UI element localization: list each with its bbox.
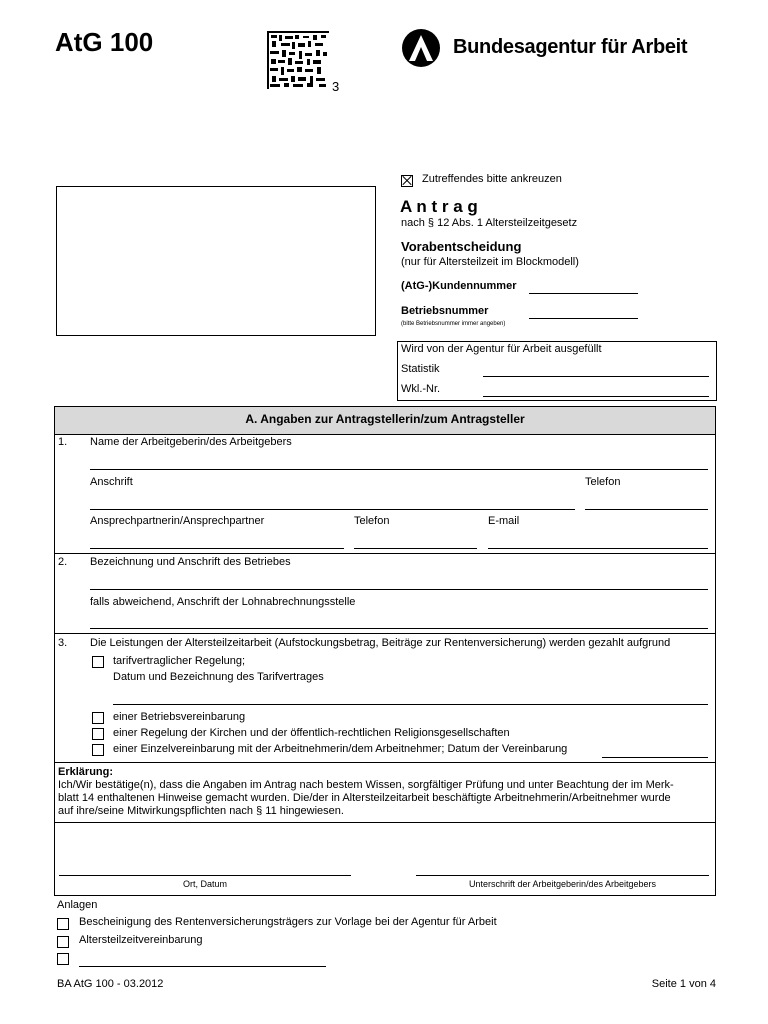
form-id: AtG 100 (55, 27, 154, 57)
attachment-other-checkbox[interactable] (57, 953, 69, 965)
contact-field[interactable] (90, 548, 344, 549)
collective-agreement-checkbox[interactable] (92, 656, 104, 668)
company-number-label: Betriebsnummer (401, 305, 489, 317)
individual-agreement-label: einer Einzelvereinbarung mit der Arbeitnehmerin/dem Arbeitnehmer; Datum der Vereinbarung (113, 743, 568, 755)
phone-label: Telefon (585, 476, 621, 488)
contact-phone-field[interactable] (354, 548, 477, 549)
place-date-label: Ort, Datum (182, 879, 227, 889)
wkl-label: Wkl.-Nr. (401, 383, 441, 395)
individual-agreement-checkbox[interactable] (92, 744, 104, 756)
contact-phone-label: Telefon (354, 515, 390, 527)
company-number-field[interactable] (529, 318, 638, 319)
decision-title: Vorabentscheidung (401, 239, 522, 254)
employer-name-field[interactable] (90, 469, 708, 470)
declaration-title: Erklärung: (58, 766, 114, 778)
q3-bottom-divider (55, 762, 715, 763)
attachments-title: Anlagen (57, 899, 98, 911)
company-number-note: (bitte Betriebsnummer immer angeben) (401, 321, 506, 327)
application-title: A n t r a g (400, 197, 478, 216)
declaration-line-1: Ich/Wir bestätige(n), dass die Angaben im Antrag nach bestem Wissen, sorgfältiger Prüfung und unter Beachtung der im Merk- (58, 779, 674, 791)
attachment-pension-certificate-checkbox[interactable] (57, 918, 69, 930)
attachment-agreement-label: Altersteilzeitvereinbarung (79, 934, 203, 946)
wkl-field[interactable] (483, 396, 709, 397)
address-window-box[interactable] (56, 186, 376, 336)
q1-number: 1. (58, 436, 68, 448)
page-indicator: Seite 1 von 4 (651, 978, 716, 990)
statistik-field[interactable] (483, 376, 709, 377)
q3-intro: Die Leistungen der Altersteilzeitarbeit (Aufstockungsbetrag, Beiträge zur Rentenversicherung) werden gezahlt aufgrund (90, 637, 671, 649)
q3-number: 3. (58, 637, 68, 649)
attachment-pension-certificate-label: Bescheinigung des Rentenversicherungsträgers zur Vorlage bei der Agentur für Arbeit (79, 916, 497, 928)
agency-box-title: Wird von der Agentur für Arbeit ausgefüllt (401, 343, 602, 355)
declaration-line-2: blatt 14 enthaltenen Hinweise gemacht wurden. Die/der in Altersteilzeitarbeit beschäftigte Arbeitnehmerin/Arbeitnehmer wurde (58, 792, 671, 804)
collective-agreement-label: tarifvertraglicher Regelung; (113, 655, 246, 667)
barcode-icon (267, 31, 329, 89)
email-field[interactable] (488, 548, 708, 549)
q1-bottom-divider (55, 553, 715, 554)
agency-logo-icon (401, 28, 441, 68)
q2-bottom-divider (55, 633, 715, 634)
q2-number: 2. (58, 556, 68, 568)
works-agreement-checkbox[interactable] (92, 712, 104, 724)
agency-name: Bundesagentur für Arbeit (453, 36, 688, 58)
decision-note: (nur für Altersteilzeit im Blockmodell) (401, 256, 579, 268)
signature-field[interactable] (416, 875, 709, 876)
address-field[interactable] (90, 509, 575, 510)
company-label: Bezeichnung und Anschrift des Betriebes (90, 556, 291, 568)
collective-agreement-detail-label: Datum und Bezeichnung des Tarifvertrages (113, 671, 324, 683)
section-a-title: A. Angaben zur Antragstellerin/zum Antragsteller (245, 412, 525, 426)
customer-number-field[interactable] (529, 293, 638, 294)
declaration-divider (55, 822, 715, 823)
barcode-number: 3 (332, 79, 340, 94)
form-version: BA AtG 100 - 03.2012 (57, 978, 164, 990)
legend-label: Zutreffendes bitte ankreuzen (422, 173, 562, 185)
individual-agreement-date-field[interactable] (602, 757, 708, 758)
payroll-label: falls abweichend, Anschrift der Lohnabrechnungsstelle (90, 596, 356, 608)
statistik-label: Statistik (401, 363, 440, 375)
place-date-field[interactable] (59, 875, 351, 876)
declaration-line-3: auf ihre/seine Mitwirkungspflichten nach § 11 hingewiesen. (58, 805, 344, 817)
email-label: E-mail (488, 515, 520, 527)
phone-field[interactable] (585, 509, 708, 510)
legend-checkbox-icon (401, 175, 413, 187)
contact-label: Ansprechpartnerin/Ansprechpartner (90, 515, 265, 527)
employer-label: Name der Arbeitgeberin/des Arbeitgebers (90, 436, 292, 448)
application-subtitle: nach § 12 Abs. 1 Altersteilzeitgesetz (401, 217, 578, 229)
company-field[interactable] (90, 589, 708, 590)
works-agreement-label: einer Betriebsvereinbarung (113, 711, 246, 723)
customer-number-label: (AtG-)Kundennummer (401, 280, 517, 292)
church-regulation-label: einer Regelung der Kirchen und der öffentlich-rechtlichen Religionsgesellschaften (113, 727, 510, 739)
payroll-field[interactable] (90, 628, 708, 629)
attachment-agreement-checkbox[interactable] (57, 936, 69, 948)
church-regulation-checkbox[interactable] (92, 728, 104, 740)
address-label: Anschrift (90, 476, 133, 488)
collective-agreement-field[interactable] (113, 704, 708, 705)
signature-label: Unterschrift der Arbeitgeberin/des Arbeitgebers (468, 879, 657, 889)
attachment-other-field[interactable] (79, 966, 326, 967)
